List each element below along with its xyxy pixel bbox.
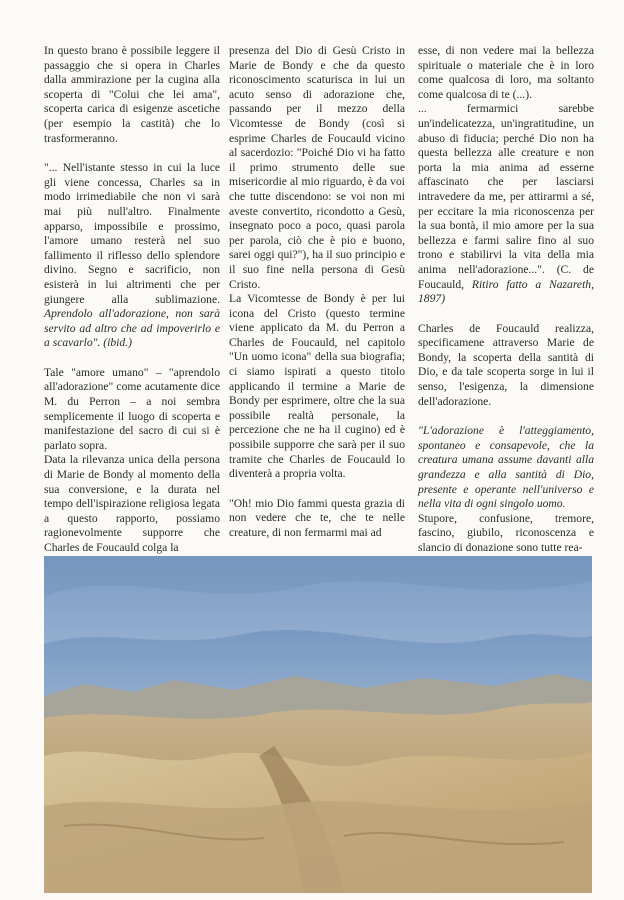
- paragraph: Data la rilevanza unica della persona di Marie de Bondy al momento della sua conversione, e la durata nel tempo dell'ispirazione religiosa legata a questo rapporto, possiamo ragionevolmente supporre che Charles de Foucauld colga la: [44, 453, 220, 554]
- text-column-2: [229, 44, 405, 541]
- foreground-ground: [44, 801, 592, 893]
- cloud-band: [44, 556, 592, 644]
- paragraph: Charles de Foucauld realizza, specificamene attraverso Marie de Bondy, la scoperta della santità di Dio, e da tale scoperta sorge in lui il senso, l'esigenza, la dimensione dell'adorazione.: [418, 321, 594, 408]
- quote-paragraph: "Oh! mio Dio fammi questa grazia di non vedere che te, che te nelle creature, di non fermarmi mai ad: [229, 496, 405, 539]
- quote-paragraph: esse, di non vedere mai la bellezza spirituale o materiale che è in loro come qualcosa di loro, ma soltanto come qualcosa di te (...).: [418, 44, 594, 101]
- quote-paragraph: ... fermarmici sarebbe un'indelicatezza, un'ingratitudine, un abuso di fiducia; perché Dio non ha questa bellezza alle creature e non porta la mia anima ad esserne affascinato che per lasciarsi intravedere da me, per attirarmi a sé, per eccitare la mia riconoscenza per la sua bontà, il mio amore per la sua bellezza e farmi salire fino al suo trono e stabilirvi la vita della mia anima nell'adorazione...". (C. de Foucauld, Ritiro fatto a Nazareth, 1897): [418, 102, 594, 306]
- text-column-1: [44, 44, 220, 556]
- paragraph: presenza del Dio di Gesù Cristo in Marie de Bondy e che da questo riconoscimento scaturisca in lui un acuto senso di adorazione che, passando per il mezzo della Vicomtesse de Bondy (così si esprime Charles de Foucauld vicino al sacerdozio: "Poiché Dio vi ha fatto il primo strumento delle sue misericordie al mio riguardo, è da voi che tutte discendono: se voi non mi aveste convertito, ricondotto a Gesù, insegnato poco a poco, quasi parola per parola, ciò che è pio e buono, sarei oggi qui?"), ha il suo principio e il suo fine nella persona di Gesù Cristo.: [229, 44, 405, 291]
- paragraph: La Vicomtesse de Bondy è per lui icona del Cristo (questo termine viene applicato da M. du Perron a Charles de Foucauld, nel capitolo "Un uomo icona" della sua biografia; ci siamo ispirati a questo titolo applicando il termine a Marie de Bondy per esprimere, oltre che la sua possibile realtà personale, la percezione che ne ha il cugino) ed è possibile supporre che sarà per il suo tramite che Charles de Foucauld lo diventerà a propria volta.: [229, 292, 405, 481]
- paragraph: In questo brano è possibile leggere il passaggio che si opera in Charles dalla ammirazione per la cugina alla scoperta di "Colui che lei ama", scoperta carica di esigenze ascetiche (per esempio la castità) che lo trasformeranno.: [44, 44, 220, 145]
- paragraph: Stupore, confusione, tremore, fascino, giubilo, riconoscenza e slancio di donazione sono tutte rea-: [418, 511, 594, 554]
- quote-paragraph: "L'adorazione è l'atteggiamento, spontaneo e consapevole, che la creatura umana assume davanti alla grandezza e alla santità di Dio, presente e operante nell'universo e nella vita di ogni singolo uomo.: [418, 424, 594, 511]
- desert-landscape-photo: [44, 556, 592, 893]
- text-column-3: [418, 44, 594, 556]
- desert-landscape-illustration: [44, 556, 592, 893]
- quote-paragraph: "... Nell'istante stesso in cui la luce gli viene concessa, Charles sa in modo irrimediabile che non vi sarà mai più null'altro. Finalmente apparso, impossibile e prossimo, l'amore umano resterà nel suo fallimento il riflesso dello splendore divino. Segno e sacrificio, non esisterà in lui altrimenti che per giungere alla sublimazione. Aprendolo all'adorazione, non sarà servito ad altro che ad impoverirlo e a scavarlo". (ibid.): [44, 161, 220, 350]
- paragraph: Tale "amore umano" – "aprendolo all'adorazione" come acutamente dice M. du Perron – a noi sembra semplicemente il luogo di scoperta e manifestazione del sacro di cui si è parlato sopra.: [44, 365, 220, 452]
